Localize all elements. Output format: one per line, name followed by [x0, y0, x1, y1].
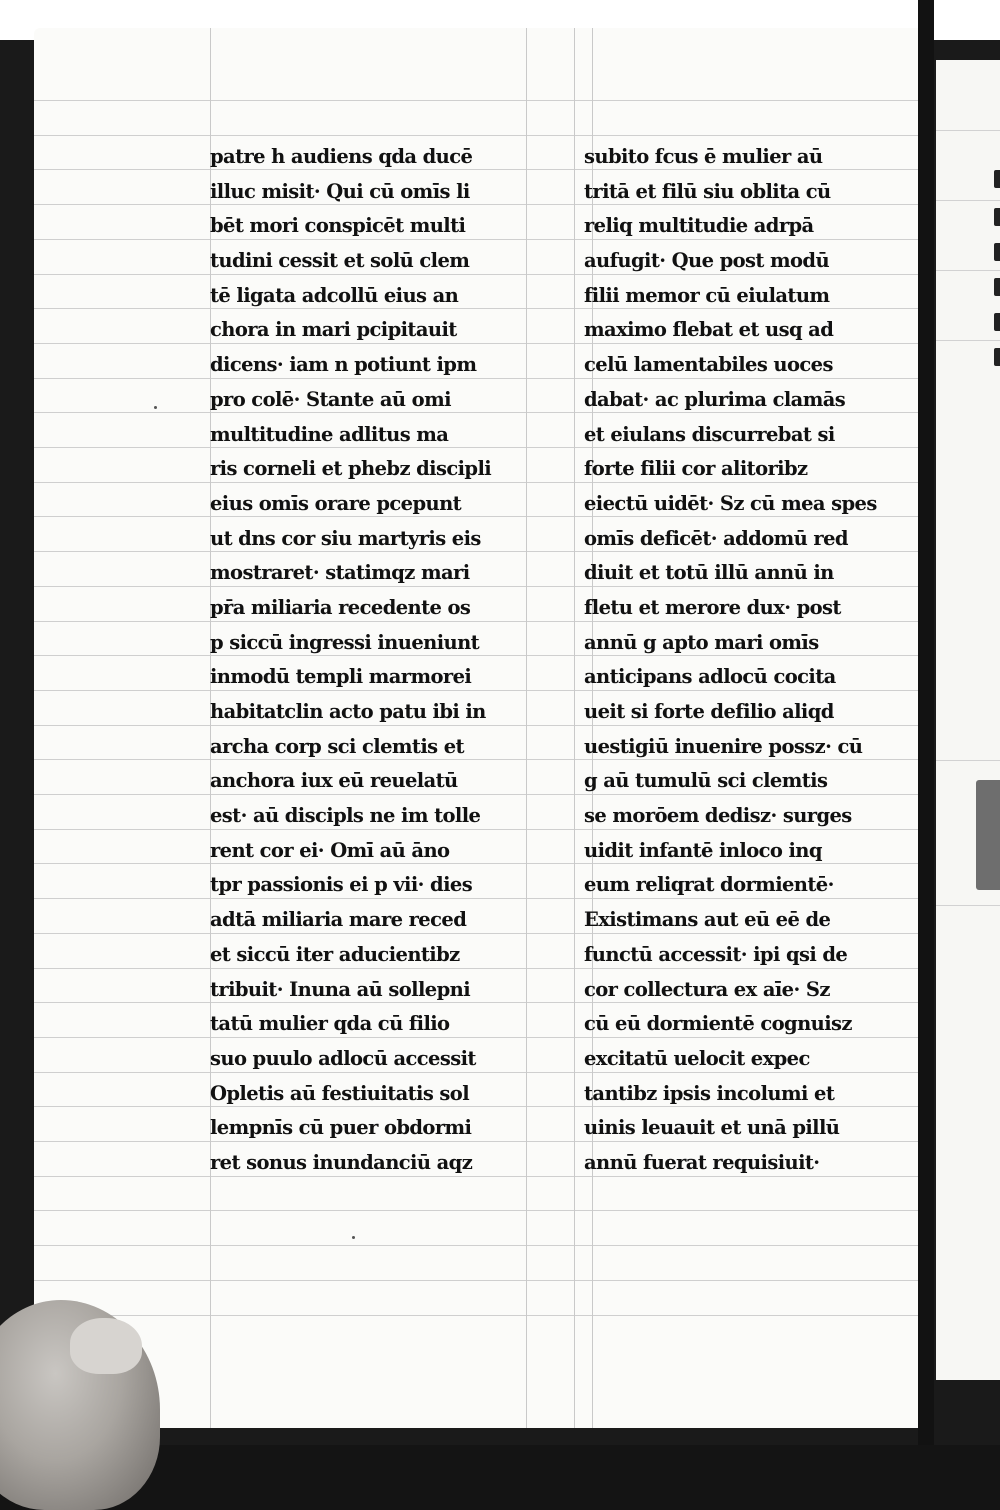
text-line: bēt mori conspicēt multi: [210, 214, 466, 238]
text-line: Existimans aut eū eē de: [584, 908, 831, 932]
text-line: aufugit· Que post modū: [584, 249, 830, 273]
text-line: filii memor cū eiulatum: [584, 283, 830, 307]
text-line: cū eū dormientē cognuisz: [584, 1012, 852, 1036]
text-line: p siccū ingressi inueniunt: [210, 630, 480, 654]
text-line: anticipans adlocū cocita: [584, 665, 836, 689]
text-line: se morōem dedisz· surges: [584, 804, 852, 828]
decorated-initial: [976, 780, 1000, 890]
ink-speck: [352, 1236, 355, 1239]
text-line: tantibz ipsis incolumi et: [584, 1081, 835, 1105]
text-line: et siccū iter aducientibz: [210, 942, 460, 966]
text-line: habitatclin acto patu ibi in: [210, 700, 486, 723]
ink-fragment: [994, 243, 1000, 261]
ink-fragment: [994, 278, 1000, 296]
text-line: tudini cessit et solū clem: [210, 249, 470, 273]
text-line: ueit si forte defilio aliqd: [584, 700, 834, 723]
text-line: subito fcus ē mulier aū: [584, 145, 823, 168]
text-line: inmodū templi marmorei: [210, 665, 472, 689]
facing-page-edge: [934, 60, 1000, 1380]
ruling-horizontal: [936, 200, 1000, 201]
text-line: celū lamentabiles uoces: [584, 353, 833, 377]
ruling-horizontal: [34, 1315, 934, 1316]
text-line: dicens· iam n potiunt ipm: [210, 353, 477, 377]
text-line: adtā miliaria mare reced: [210, 908, 467, 932]
text-line: Opletis aū festiuitatis sol: [210, 1081, 470, 1105]
ruling-horizontal: [936, 130, 1000, 131]
text-line: pr̄a miliaria recedente os: [210, 595, 471, 619]
text-line: anchora iux eū reuelatū: [210, 769, 458, 793]
text-line: eiectū uidēt· Sz cū mea spes: [584, 491, 877, 515]
text-line: tribuit· Inuna aū sollepni: [210, 977, 470, 1001]
ruling-vertical: [574, 28, 575, 1428]
text-line: tatū mulier qda cū filio: [210, 1012, 450, 1036]
page-gutter: [918, 0, 934, 1445]
text-line: dabat· ac plurima clamās: [584, 387, 846, 411]
text-line: fletu et merore dux· post: [584, 595, 841, 619]
ink-fragment: [994, 208, 1000, 226]
ruling-horizontal: [34, 1245, 934, 1246]
ink-fragment: [994, 348, 1000, 366]
text-line: annū g apto mari omīs: [584, 630, 819, 654]
text-line: pro colē· Stante aū omi: [210, 387, 451, 411]
text-line: rent cor ei· Omī aū āno: [210, 838, 450, 862]
text-line: ut dns cor siu martyris eis: [210, 526, 481, 550]
text-line: cor collectura ex aīe· Sz: [584, 977, 830, 1001]
ink-fragment: [994, 313, 1000, 331]
ruling-horizontal: [936, 340, 1000, 341]
text-line: eius omīs orare pcepunt: [210, 491, 462, 515]
text-line: excitatū uelocit expec: [584, 1046, 810, 1070]
text-line: illuc misit· Qui cū omīs li: [210, 179, 470, 203]
ruling-horizontal: [936, 270, 1000, 271]
text-line: chora in mari pcipitauit: [210, 318, 457, 342]
ink-speck: [154, 406, 157, 409]
ruling-horizontal: [936, 905, 1000, 906]
text-column-right: [584, 140, 914, 1181]
text-line: g aū tumulū sci clemtis: [584, 769, 828, 793]
text-line: uinis leuauit et unā pillū: [584, 1116, 840, 1140]
text-line: uidit infantē inloco inq: [584, 838, 822, 862]
ruling-horizontal: [34, 1280, 934, 1281]
text-line: lempnīs cū puer obdormi: [210, 1116, 472, 1140]
text-line: et eiulans discurrebat si: [584, 422, 835, 446]
ruling-horizontal: [34, 135, 934, 136]
text-line: functū accessit· ipi qsi de: [584, 942, 848, 966]
manuscript-page: [34, 28, 934, 1428]
text-line: tpr passionis ei p vii· dies: [210, 873, 473, 897]
ruling-horizontal: [34, 100, 934, 101]
text-line: maximo flebat et usq ad: [584, 318, 834, 342]
text-line: uestigiū inuenire possz· cū: [584, 734, 863, 758]
text-line: patre h audiens qda ducē: [210, 145, 473, 168]
text-line: ret sonus inundanciū aqz: [210, 1150, 473, 1174]
ruling-horizontal: [34, 1210, 934, 1211]
text-line: forte filii cor alitoribz: [584, 457, 808, 481]
text-line: suo puulo adlocū accessit: [210, 1046, 476, 1070]
thumbnail: [70, 1318, 142, 1374]
text-line: tē ligata adcollū eius an: [210, 283, 459, 307]
text-line: diuit et totū illū annū in: [584, 561, 834, 585]
ink-fragment: [994, 170, 1000, 188]
text-line: reliq multitudie adrpā: [584, 214, 814, 238]
text-line: multitudine adlitus ma: [210, 422, 449, 446]
text-column-left: [210, 140, 550, 1181]
text-line: tritā et filū siu oblita cū: [584, 179, 831, 203]
text-line: est· aū discipls ne im tolle: [210, 804, 481, 828]
text-line: mostraret· statimqz mari: [210, 561, 470, 585]
text-line: eum reliqrat dormientē·: [584, 873, 834, 897]
text-line: omīs deficēt· addomū red: [584, 526, 848, 550]
ruling-horizontal: [936, 760, 1000, 761]
text-line: archa corp sci clemtis et: [210, 734, 464, 758]
text-line: annū fuerat requisiuit·: [584, 1150, 820, 1174]
text-line: ris corneli et phebz discipli: [210, 457, 492, 481]
